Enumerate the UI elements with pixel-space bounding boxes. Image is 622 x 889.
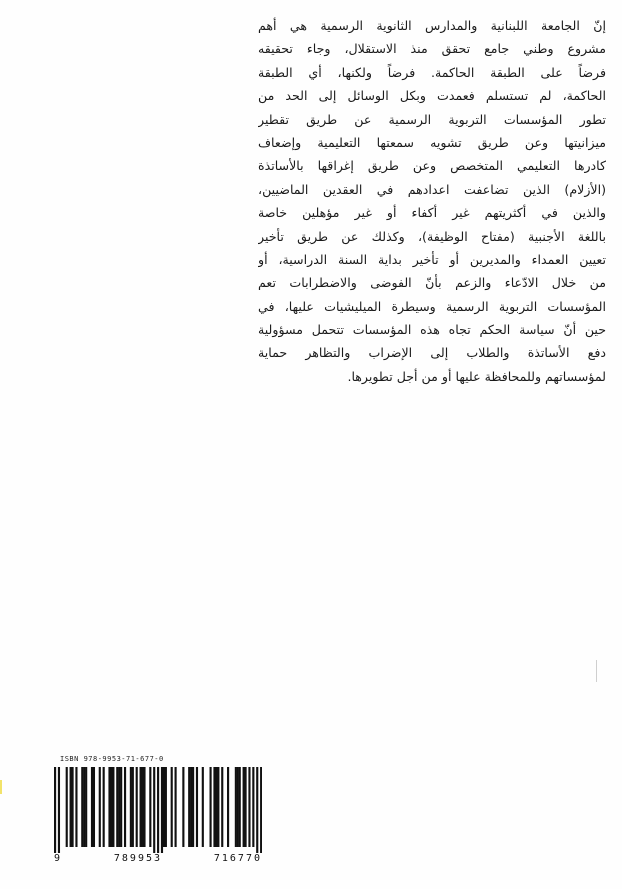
barcode-bar [130, 767, 132, 847]
barcode-bar [260, 767, 262, 853]
barcode-bar [91, 767, 93, 847]
barcode-bar [136, 767, 138, 847]
barcode-bar [83, 767, 85, 847]
text-line: باللغة الأجنبية (مفتاح الوظيفة)، وكذلك عن طريق تأخير [258, 228, 606, 244]
barcode-bar [124, 767, 126, 847]
barcode-bar [239, 767, 241, 847]
barcode-bar [243, 767, 245, 847]
text-line: فرضاً على الطبقة الحاكمة. فرضاً ولكنها، أي الطبقة [258, 64, 606, 80]
barcode-bar [202, 767, 204, 847]
text-line: إنّ الجامعة اللبنانية والمدارس الثانوية الرسمية هي أهم [258, 18, 606, 33]
barcode-bar [93, 767, 95, 847]
barcode-bar [149, 767, 151, 847]
barcode-bar [141, 767, 143, 847]
barcode-bar [120, 767, 122, 847]
text-line: من خلال الادّعاء والزعم بأنّ الفوضى والاضطرابات تعم [258, 275, 606, 291]
barcode-bar [245, 767, 247, 847]
edge-mark [0, 780, 2, 794]
barcode-bar [99, 767, 101, 847]
isbn-barcode [54, 755, 262, 867]
barcode-bar [58, 767, 60, 853]
body-paragraph [258, 14, 606, 388]
text-line: والذين في أكثريتهم غير أكفاء أو غير مؤهلين خاصة [258, 205, 606, 221]
barcode-bar [252, 767, 254, 847]
barcode-bar [165, 767, 167, 847]
barcode-bar [108, 767, 110, 847]
isbn-label: ISBN 978-9953-71-677-0 [60, 755, 164, 763]
barcode-bar [110, 767, 112, 847]
barcode-bar [175, 767, 177, 847]
barcode-bar [248, 767, 250, 847]
barcode-bar [153, 767, 155, 853]
text-line: ميزانيتها وعن طريق تشويه سمعتها التعليمية وإضعاف [258, 134, 606, 150]
barcode-bar [85, 767, 87, 847]
text-line: تطور المؤسسات التربوية الرسمية عن طريق تقطير [258, 111, 606, 127]
text-line: الحاكمة، لم تستسلم فعمدت وبكل الوسائل إلى الحد من [258, 88, 606, 104]
barcode-bars [54, 767, 262, 853]
barcode-bar [256, 767, 258, 853]
barcode-bar [81, 767, 83, 847]
barcode-bar [221, 767, 223, 847]
barcode-digit-lead: 9 [54, 853, 63, 864]
barcode-bar [188, 767, 190, 847]
barcode-bar [161, 767, 163, 853]
barcode-digits-group1: 789953 [113, 853, 163, 864]
barcode-bar [196, 767, 198, 847]
barcode-bar [190, 767, 192, 847]
barcode-bar [235, 767, 237, 847]
text-line: حين أنّ سياسة الحكم تجاه هذه المؤسسات تتحمل مسؤولية [258, 322, 606, 338]
barcode-bar [182, 767, 184, 847]
text-line: مشروع وطني جامع تحقق منذ الاستقلال، وجاء تحقيقه [258, 41, 606, 57]
barcode-bar [75, 767, 77, 847]
barcode-bar [213, 767, 215, 847]
barcode-bar [215, 767, 217, 847]
barcode-bar [72, 767, 74, 847]
barcode-bar [227, 767, 229, 847]
barcode-bar [66, 767, 68, 847]
barcode-bar [132, 767, 134, 847]
text-line: (الأزلام) الذين تضاعفت اعدادهم في العقدين الماضيين، [258, 181, 606, 197]
barcode-bar [210, 767, 212, 847]
text-line: تعيين العمداء والمديرين أو تأخير بداية السنة الدراسية، أو [258, 251, 606, 267]
barcode-bar [70, 767, 72, 847]
barcode-bar [157, 767, 159, 853]
barcode-bar [54, 767, 56, 853]
barcode-bar [112, 767, 114, 847]
barcode-bar [237, 767, 239, 847]
barcode-bar [116, 767, 118, 847]
text-line: دفع الأساتذة والطلاب إلى الإضراب والتظاهر حماية [258, 345, 606, 361]
barcode-digits [54, 853, 262, 864]
margin-mark [596, 660, 597, 682]
barcode-digits-group2: 716770 [213, 853, 262, 864]
barcode-bar [143, 767, 145, 847]
text-line: لمؤسساتهم وللمحافظة عليها أو من أجل تطويرها. [347, 368, 606, 384]
barcode-bar [217, 767, 219, 847]
barcode-bar [103, 767, 105, 847]
barcode-bar [118, 767, 120, 847]
text-line: المؤسسات التربوية الرسمية وسيطرة الميليشيات عليها، في [258, 298, 606, 314]
barcode-bar [192, 767, 194, 847]
barcode-bar [171, 767, 173, 847]
barcode-bar [163, 767, 165, 847]
text-line: كادرها التعليمي المتخصص وعن طريق إغراقها بالأساتذة [258, 158, 606, 174]
barcode-bar [140, 767, 142, 847]
